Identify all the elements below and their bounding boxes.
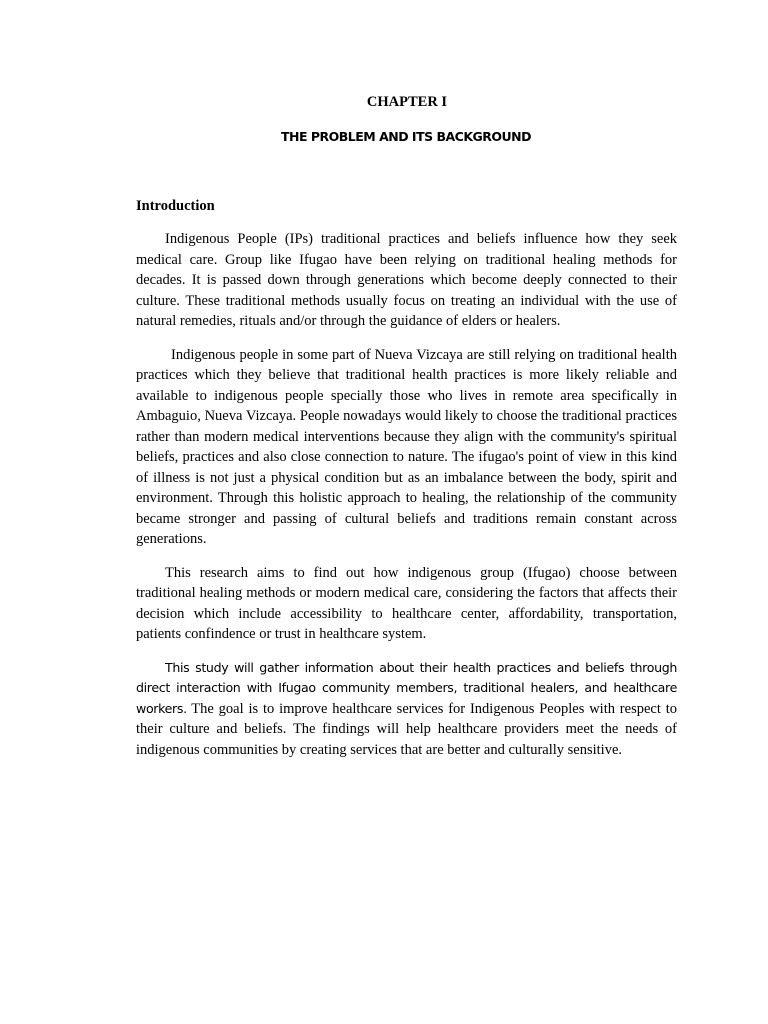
paragraph: Indigenous people in some part of Nueva Vizcaya are still relying on traditional health practices which they believe that traditional health practices is more likely reliable and available to indigenous people specially those who lives in remote area specifically in Ambaguio, Nueva Vizcaya. People nowadays would likely to choose the traditional practices rather than modern medical interventions because they align with the community's spiritual beliefs, practices and also close connection to nature. The ifugao's point of view in this kind of illness is not just a physical condition but as an imbalance between the body, spirit and environment. Through this holistic approach to healing, the relationship of the community became stronger and passing of cultural beliefs and traditions remain constant across generations. — [136, 346, 677, 547]
chapter-title: CHAPTER I — [366, 94, 448, 110]
paragraph: This research aims to find out how indigenous group (Ifugao) choose between traditional healing methods or modern medical care, considering the factors that affects their decision which include accessibility to healthcare center, affordability, transportation, patients confindence or trust in healthcare system. — [136, 564, 677, 642]
paragraph — [136, 658, 677, 761]
document-body — [136, 229, 677, 773]
section-heading: Introduction — [136, 198, 215, 214]
paragraph: Indigenous People (IPs) traditional practices and beliefs influence how they seek medical care. Group like Ifugao have been relying on traditional healing methods for decades. It is passed down through generations which become deeply connected to their culture. These traditional methods usually focus on treating an individual with the use of natural remedies, rituals and/or through the guidance of elders or healers. — [136, 231, 677, 329]
paragraph-serif-segment: The goal is to improve healthcare services for Indigenous Peoples with respect to their culture and beliefs. The findings will help healthcare providers meet the needs of indigenous communities by creating services that are better and culturally sensitive. — [136, 700, 677, 758]
chapter-subtitle: THE PROBLEM AND ITS BACKGROUND — [280, 129, 532, 144]
paragraph-sans-segment: This study will gather information about their health practices and beliefs through direct interaction with Ifugao community members, traditional healers, and healthcare workers. — [136, 659, 677, 716]
